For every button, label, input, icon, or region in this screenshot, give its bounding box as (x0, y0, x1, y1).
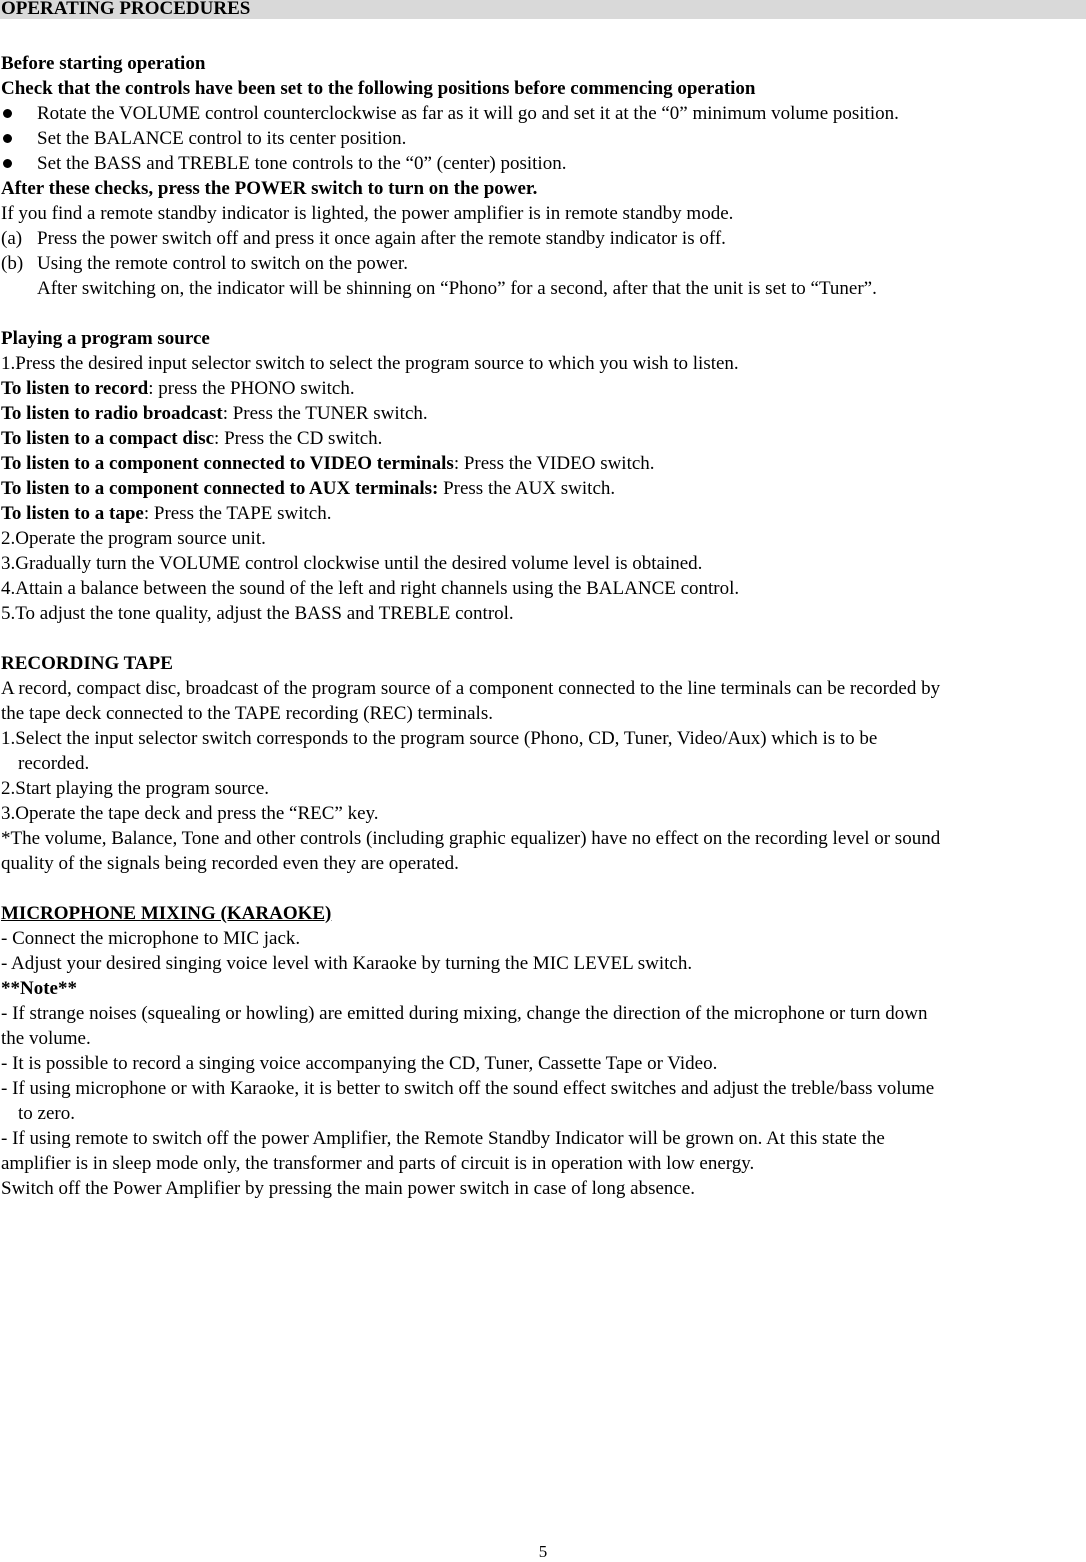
bullet-item: Rotate the VOLUME control counterclockwise as far as it will go and set it at the “0” minimum volume position. (1, 101, 1086, 126)
playing-step: 5.To adjust the tone quality, adjust the BASS and TREBLE control. (1, 603, 514, 624)
step-continuation: After switching on, the indicator will be shinning on “Phono” for a second, after that the unit is set to “Tuner”. (37, 278, 877, 299)
step-item: (b) Using the remote control to switch on the power. (1, 253, 408, 274)
before-heading: Before starting operation (1, 53, 206, 74)
page-title: OPERATING PROCEDURES (1, 0, 251, 19)
mic-note: - If using microphone or with Karaoke, it is better to switch off the sound effect switches and adjust the treble/bass volume (1, 1078, 935, 1099)
page-number: 5 (538, 1542, 548, 1561)
playing-step: 2.Operate the program source unit. (1, 528, 266, 549)
mic-note: the volume. (1, 1028, 91, 1049)
bullet-dot-icon (3, 134, 12, 143)
listen-item: To listen to a compact disc: Press the CD switch. (1, 428, 383, 449)
listen-item: To listen to a component connected to VIDEO terminals: Press the VIDEO switch. (1, 453, 655, 474)
recording-intro: A record, compact disc, broadcast of the program source of a component connected to the line terminals can be recorded by (1, 678, 941, 699)
bullet-dot-icon (3, 159, 12, 168)
step-item: (a) Press the power switch off and press it once again after the remote standby indicator is off. (1, 228, 726, 249)
mic-note: amplifier is in sleep mode only, the transformer and parts of circuit is in operation with low energy. (1, 1153, 755, 1174)
mic-note: - If using remote to switch off the power Amplifier, the Remote Standby Indicator will be grown on. At this state the (1, 1128, 885, 1149)
bullet-item: Set the BALANCE control to its center position. (1, 126, 1086, 151)
standby-note: If you find a remote standby indicator is lighted, the power amplifier is in remote standby mode. (1, 203, 734, 224)
mic-line: - Adjust your desired singing voice level with Karaoke by turning the MIC LEVEL switch. (1, 953, 693, 974)
step-marker: (b) (1, 253, 24, 274)
mic-note: Switch off the Power Amplifier by pressing the main power switch in case of long absence. (1, 1178, 696, 1199)
recording-note: quality of the signals being recorded even they are operated. (1, 853, 459, 874)
recording-heading: RECORDING TAPE (1, 653, 173, 674)
playing-step: 1.Press the desired input selector switch to select the program source to which you wish to listen. (1, 353, 739, 374)
listen-item: To listen to a tape: Press the TAPE switch. (1, 503, 332, 524)
mic-line: - Connect the microphone to MIC jack. (1, 928, 301, 949)
after-checks-instruction: After these checks, press the POWER switch to turn on the power. (1, 178, 538, 199)
section-header-bar (0, 0, 1086, 19)
playing-step: 3.Gradually turn the VOLUME control clockwise until the desired volume level is obtained. (1, 553, 703, 574)
recording-intro: the tape deck connected to the TAPE recording (REC) terminals. (1, 703, 493, 724)
recording-note: *The volume, Balance, Tone and other controls (including graphic equalizer) have no effect on the recording level or sound (1, 828, 941, 849)
mic-note: to zero. (18, 1103, 75, 1124)
mic-note: - If strange noises (squealing or howling) are emitted during mixing, change the direction of the microphone or turn down (1, 1003, 928, 1024)
listen-item: To listen to radio broadcast: Press the TUNER switch. (1, 403, 428, 424)
bullet-dot-icon (3, 109, 12, 118)
listen-item: To listen to record: press the PHONO switch. (1, 378, 355, 399)
bullet-item: Set the BASS and TREBLE tone controls to the “0” (center) position. (1, 151, 1086, 176)
mic-heading: MICROPHONE MIXING (KARAOKE) (1, 903, 332, 924)
recording-step: 2.Start playing the program source. (1, 778, 270, 799)
listen-item: To listen to a component connected to AUX terminals: Press the AUX switch. (1, 478, 616, 499)
playing-heading: Playing a program source (1, 328, 210, 349)
step-marker: (a) (1, 228, 23, 249)
mic-note-label: **Note** (1, 978, 77, 999)
recording-step-continuation: recorded. (18, 753, 90, 774)
before-subheading: Check that the controls have been set to the following positions before commencing operation (1, 78, 756, 99)
recording-step: 1.Select the input selector switch corresponds to the program source (Phono, CD, Tuner, Video/Aux) which is to be (1, 728, 878, 749)
mic-note: - It is possible to record a singing voice accompanying the CD, Tuner, Cassette Tape or Video. (1, 1053, 718, 1074)
playing-step: 4.Attain a balance between the sound of the left and right channels using the BALANCE control. (1, 578, 740, 599)
document-body (1, 51, 1086, 1201)
recording-step: 3.Operate the tape deck and press the “REC” key. (1, 803, 379, 824)
